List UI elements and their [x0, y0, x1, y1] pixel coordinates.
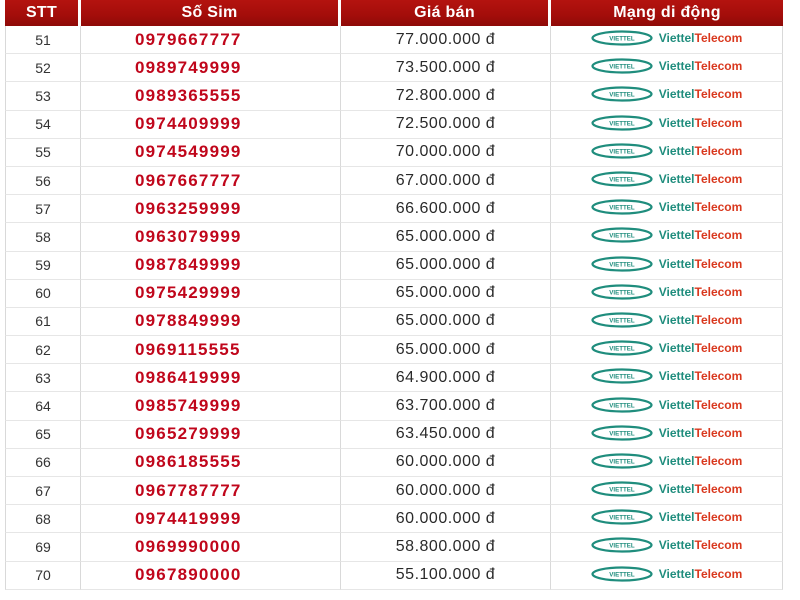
network-cell	[551, 336, 783, 364]
network-cell	[551, 505, 783, 533]
svg-text:VIETTEL: VIETTEL	[608, 543, 635, 551]
brand-part-telecom: Telecom	[694, 172, 743, 187]
brand-part-telecom: Telecom	[694, 228, 743, 243]
table-row	[5, 111, 783, 139]
brand-part-viettel: Viettel	[658, 172, 695, 187]
network-cell	[551, 562, 783, 590]
sim-number-link[interactable]: 0975429999	[81, 280, 341, 308]
sim-number-link[interactable]: 0965279999	[81, 421, 341, 449]
table-row	[5, 392, 783, 420]
table-header-row	[5, 0, 783, 26]
viettel-logo	[591, 284, 743, 300]
sim-number-link[interactable]: 0979667777	[81, 26, 341, 54]
network-cell	[551, 280, 783, 308]
network-cell	[551, 477, 783, 505]
viettel-logo	[591, 453, 743, 469]
brand-part-viettel: Viettel	[658, 341, 695, 356]
viettel-ellipse-icon	[591, 397, 653, 413]
row-stt: 53	[5, 82, 81, 110]
table-row	[5, 562, 783, 590]
brand-part-viettel: Viettel	[658, 87, 695, 102]
row-stt: 70	[5, 562, 81, 590]
header-price[interactable]: Giá bán	[341, 0, 551, 26]
brand-name	[659, 482, 743, 496]
table-row	[5, 308, 783, 336]
row-stt: 67	[5, 477, 81, 505]
sim-price: 55.100.000 đ	[341, 562, 551, 590]
network-cell	[551, 421, 783, 449]
sim-price: 72.500.000 đ	[341, 111, 551, 139]
viettel-logo	[591, 509, 743, 525]
viettel-ellipse-icon	[591, 256, 653, 272]
svg-text:VIETTEL: VIETTEL	[608, 289, 635, 297]
brand-part-telecom: Telecom	[694, 341, 743, 356]
brand-name	[659, 31, 743, 45]
brand-part-viettel: Viettel	[658, 284, 695, 299]
brand-name	[659, 257, 743, 271]
row-stt: 57	[5, 195, 81, 223]
brand-name	[659, 228, 743, 242]
row-stt: 69	[5, 533, 81, 561]
svg-text:VIETTEL: VIETTEL	[608, 35, 635, 43]
brand-name	[659, 341, 743, 355]
network-cell	[551, 449, 783, 477]
svg-text:VIETTEL: VIETTEL	[608, 233, 635, 241]
header-sim-number[interactable]: Số Sim	[81, 0, 341, 26]
sim-number-link[interactable]: 0989365555	[81, 82, 341, 110]
brand-name	[659, 285, 743, 299]
table-row	[5, 54, 783, 82]
brand-part-viettel: Viettel	[658, 566, 695, 581]
network-cell	[551, 139, 783, 167]
sim-price: 60.000.000 đ	[341, 477, 551, 505]
brand-name	[659, 313, 743, 327]
brand-part-viettel: Viettel	[658, 59, 695, 74]
viettel-ellipse-icon	[591, 340, 653, 356]
viettel-ellipse-icon	[591, 115, 653, 131]
brand-part-viettel: Viettel	[658, 115, 695, 130]
brand-part-telecom: Telecom	[694, 482, 743, 497]
row-stt: 54	[5, 111, 81, 139]
brand-part-viettel: Viettel	[658, 397, 695, 412]
network-cell	[551, 82, 783, 110]
network-cell	[551, 392, 783, 420]
brand-part-viettel: Viettel	[658, 312, 695, 327]
sim-number-link[interactable]: 0963079999	[81, 223, 341, 251]
brand-part-telecom: Telecom	[694, 87, 743, 102]
table-row	[5, 280, 783, 308]
viettel-ellipse-icon	[591, 199, 653, 215]
svg-text:VIETTEL: VIETTEL	[608, 63, 635, 71]
row-stt: 56	[5, 167, 81, 195]
header-network[interactable]: Mạng di động	[551, 0, 783, 26]
table-row	[5, 82, 783, 110]
row-stt: 60	[5, 280, 81, 308]
sim-price: 63.700.000 đ	[341, 392, 551, 420]
sim-number-link[interactable]: 0963259999	[81, 195, 341, 223]
brand-part-telecom: Telecom	[694, 566, 743, 581]
viettel-ellipse-icon	[591, 425, 653, 441]
table-row	[5, 364, 783, 392]
viettel-ellipse-icon	[591, 143, 653, 159]
svg-text:VIETTEL: VIETTEL	[608, 204, 635, 212]
brand-name	[659, 510, 743, 524]
viettel-logo	[591, 227, 743, 243]
svg-text:VIETTEL: VIETTEL	[608, 176, 635, 184]
brand-name	[659, 116, 743, 130]
row-stt: 58	[5, 223, 81, 251]
brand-part-telecom: Telecom	[694, 284, 743, 299]
sim-price: 65.000.000 đ	[341, 223, 551, 251]
viettel-logo	[591, 58, 743, 74]
svg-text:VIETTEL: VIETTEL	[608, 120, 635, 128]
table-row	[5, 477, 783, 505]
row-stt: 61	[5, 308, 81, 336]
sim-price: 70.000.000 đ	[341, 139, 551, 167]
table-row	[5, 421, 783, 449]
svg-text:VIETTEL: VIETTEL	[608, 148, 635, 156]
brand-part-viettel: Viettel	[658, 143, 695, 158]
viettel-ellipse-icon	[591, 453, 653, 469]
svg-text:VIETTEL: VIETTEL	[608, 345, 635, 353]
brand-part-viettel: Viettel	[658, 228, 695, 243]
brand-part-viettel: Viettel	[658, 482, 695, 497]
viettel-ellipse-icon	[591, 368, 653, 384]
network-cell	[551, 223, 783, 251]
network-cell	[551, 308, 783, 336]
svg-text:VIETTEL: VIETTEL	[608, 514, 635, 522]
sim-price: 58.800.000 đ	[341, 533, 551, 561]
sim-price: 64.900.000 đ	[341, 364, 551, 392]
brand-part-telecom: Telecom	[694, 31, 743, 46]
viettel-logo	[591, 86, 743, 102]
brand-part-viettel: Viettel	[658, 256, 695, 271]
sim-number-link[interactable]: 0978849999	[81, 308, 341, 336]
row-stt: 66	[5, 449, 81, 477]
sim-price: 65.000.000 đ	[341, 280, 551, 308]
viettel-ellipse-icon	[591, 284, 653, 300]
brand-part-telecom: Telecom	[694, 143, 743, 158]
viettel-ellipse-icon	[591, 227, 653, 243]
network-cell	[551, 533, 783, 561]
brand-part-telecom: Telecom	[694, 256, 743, 271]
brand-name	[659, 426, 743, 440]
network-cell	[551, 252, 783, 280]
row-stt: 51	[5, 26, 81, 54]
svg-text:VIETTEL: VIETTEL	[608, 373, 635, 381]
table-row	[5, 195, 783, 223]
sim-number-link[interactable]: 0986419999	[81, 364, 341, 392]
viettel-ellipse-icon	[591, 566, 653, 582]
viettel-logo	[591, 481, 743, 497]
svg-text:VIETTEL: VIETTEL	[608, 261, 635, 269]
table-row	[5, 252, 783, 280]
sim-price-table	[5, 0, 783, 590]
brand-name	[659, 172, 743, 186]
sim-table-container	[5, 0, 783, 590]
sim-price: 66.600.000 đ	[341, 195, 551, 223]
sim-price: 60.000.000 đ	[341, 505, 551, 533]
table-row	[5, 223, 783, 251]
brand-name	[659, 87, 743, 101]
viettel-logo	[591, 340, 743, 356]
brand-part-viettel: Viettel	[658, 425, 695, 440]
sim-price: 73.500.000 đ	[341, 54, 551, 82]
sim-number-link[interactable]: 0974549999	[81, 139, 341, 167]
viettel-logo	[591, 566, 743, 582]
sim-number-link[interactable]: 0969990000	[81, 533, 341, 561]
table-row	[5, 449, 783, 477]
sim-price: 63.450.000 đ	[341, 421, 551, 449]
brand-part-telecom: Telecom	[694, 59, 743, 74]
row-stt: 52	[5, 54, 81, 82]
svg-text:VIETTEL: VIETTEL	[608, 571, 635, 579]
brand-part-telecom: Telecom	[694, 115, 743, 130]
sim-price: 65.000.000 đ	[341, 308, 551, 336]
brand-part-telecom: Telecom	[694, 397, 743, 412]
row-stt: 68	[5, 505, 81, 533]
viettel-ellipse-icon	[591, 30, 653, 46]
viettel-ellipse-icon	[591, 481, 653, 497]
sim-price: 65.000.000 đ	[341, 336, 551, 364]
brand-name	[659, 59, 743, 73]
svg-text:VIETTEL: VIETTEL	[608, 486, 635, 494]
brand-part-telecom: Telecom	[694, 453, 743, 468]
sim-price: 60.000.000 đ	[341, 449, 551, 477]
sim-number-link[interactable]: 0985749999	[81, 392, 341, 420]
viettel-logo	[591, 256, 743, 272]
viettel-logo	[591, 143, 743, 159]
viettel-ellipse-icon	[591, 312, 653, 328]
brand-part-viettel: Viettel	[658, 453, 695, 468]
row-stt: 59	[5, 252, 81, 280]
row-stt: 55	[5, 139, 81, 167]
sim-number-link[interactable]: 0967667777	[81, 167, 341, 195]
viettel-ellipse-icon	[591, 171, 653, 187]
viettel-ellipse-icon	[591, 58, 653, 74]
brand-name	[659, 567, 743, 581]
row-stt: 64	[5, 392, 81, 420]
sim-number-link[interactable]: 0974409999	[81, 111, 341, 139]
svg-text:VIETTEL: VIETTEL	[608, 92, 635, 100]
sim-price: 72.800.000 đ	[341, 82, 551, 110]
viettel-logo	[591, 397, 743, 413]
network-cell	[551, 167, 783, 195]
svg-text:VIETTEL: VIETTEL	[608, 402, 635, 410]
network-cell	[551, 111, 783, 139]
brand-part-telecom: Telecom	[694, 538, 743, 553]
viettel-ellipse-icon	[591, 86, 653, 102]
table-row	[5, 167, 783, 195]
brand-name	[659, 398, 743, 412]
sim-price: 65.000.000 đ	[341, 252, 551, 280]
brand-part-viettel: Viettel	[658, 31, 695, 46]
row-stt: 63	[5, 364, 81, 392]
viettel-ellipse-icon	[591, 509, 653, 525]
sim-number-link[interactable]: 0974419999	[81, 505, 341, 533]
svg-text:VIETTEL: VIETTEL	[608, 317, 635, 325]
sim-number-link[interactable]: 0969115555	[81, 336, 341, 364]
brand-part-telecom: Telecom	[694, 312, 743, 327]
brand-part-viettel: Viettel	[658, 538, 695, 553]
viettel-logo	[591, 171, 743, 187]
sim-price: 67.000.000 đ	[341, 167, 551, 195]
brand-name	[659, 200, 743, 214]
header-stt[interactable]: STT	[5, 0, 81, 26]
brand-name	[659, 369, 743, 383]
brand-part-viettel: Viettel	[658, 510, 695, 525]
network-cell	[551, 54, 783, 82]
viettel-logo	[591, 115, 743, 131]
svg-text:VIETTEL: VIETTEL	[608, 430, 635, 438]
brand-part-viettel: Viettel	[658, 369, 695, 384]
row-stt: 62	[5, 336, 81, 364]
brand-name	[659, 144, 743, 158]
sim-price: 77.000.000 đ	[341, 26, 551, 54]
viettel-logo	[591, 199, 743, 215]
table-row	[5, 533, 783, 561]
viettel-ellipse-icon	[591, 537, 653, 553]
table-row	[5, 505, 783, 533]
table-row	[5, 336, 783, 364]
brand-part-viettel: Viettel	[658, 200, 695, 215]
viettel-logo	[591, 368, 743, 384]
network-cell	[551, 26, 783, 54]
sim-number-link[interactable]: 0987849999	[81, 252, 341, 280]
network-cell	[551, 364, 783, 392]
brand-name	[659, 538, 743, 552]
viettel-logo	[591, 425, 743, 441]
viettel-logo	[591, 537, 743, 553]
viettel-logo	[591, 312, 743, 328]
viettel-logo	[591, 30, 743, 46]
sim-number-link[interactable]: 0967890000	[81, 562, 341, 590]
brand-part-telecom: Telecom	[694, 425, 743, 440]
sim-number-link[interactable]: 0986185555	[81, 449, 341, 477]
sim-number-link[interactable]: 0989749999	[81, 54, 341, 82]
sim-number-link[interactable]: 0967787777	[81, 477, 341, 505]
table-body	[5, 26, 783, 590]
table-row	[5, 139, 783, 167]
brand-name	[659, 454, 743, 468]
brand-part-telecom: Telecom	[694, 369, 743, 384]
brand-part-telecom: Telecom	[694, 510, 743, 525]
network-cell	[551, 195, 783, 223]
table-row	[5, 26, 783, 54]
brand-part-telecom: Telecom	[694, 200, 743, 215]
row-stt: 65	[5, 421, 81, 449]
svg-text:VIETTEL: VIETTEL	[608, 458, 635, 466]
